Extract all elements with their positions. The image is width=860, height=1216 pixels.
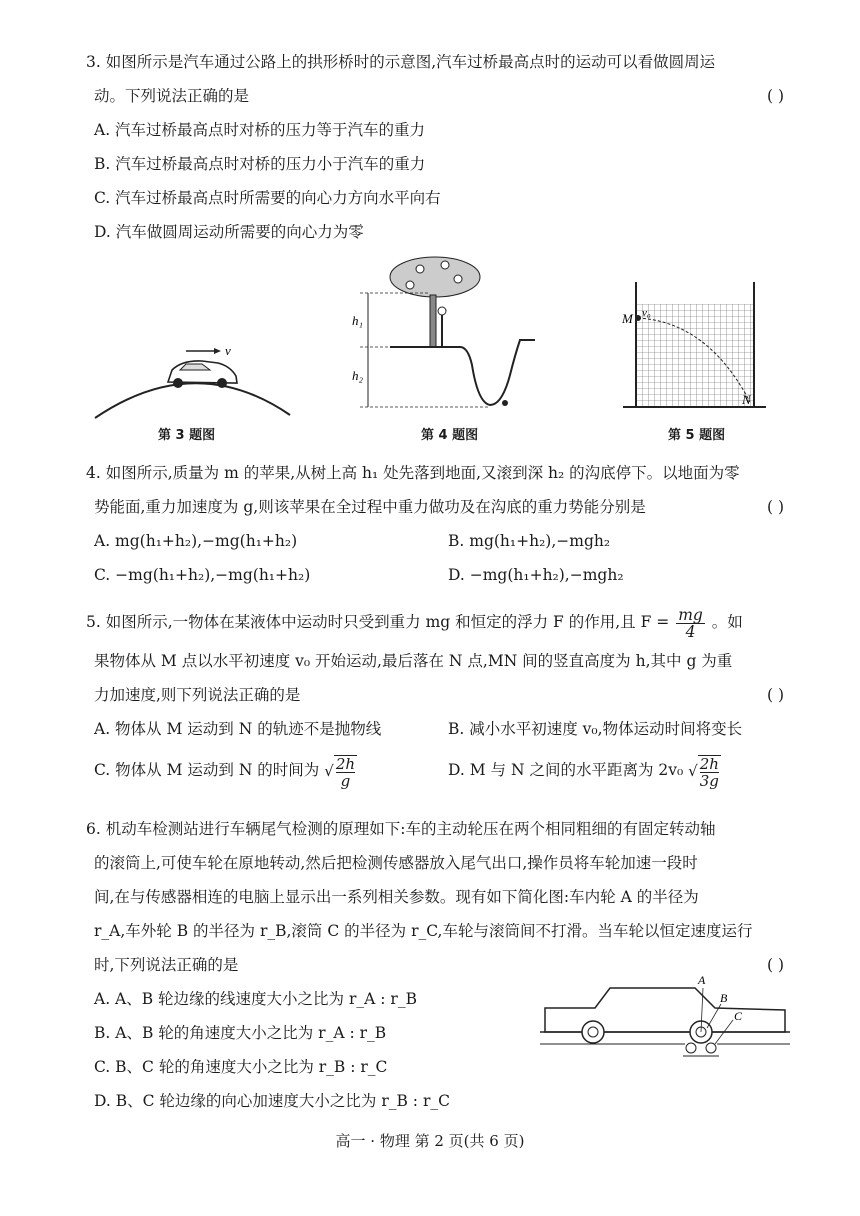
q5-stem-line-1 xyxy=(86,600,798,644)
q5-fraction-denominator: 4 xyxy=(685,622,696,641)
q6-option-a: A. A、B 轮边缘的线速度大小之比为 r_A : r_B xyxy=(94,990,417,1008)
q3-option-a: A. 汽车过桥最高点时对桥的压力等于汽车的重力 xyxy=(94,121,426,139)
q6-option-c: C. B、C 轮的角速度大小之比为 r_B : r_C xyxy=(94,1058,388,1076)
figure-5-liquid-tank xyxy=(618,262,768,422)
fig4-h1-label: h₁ xyxy=(352,313,364,328)
q5-fraction-numerator: mg xyxy=(678,605,703,624)
q5-option-b: B. 减小水平初速度 v₀,物体运动时间将变长 xyxy=(448,720,743,738)
q3-answer-bracket: ( ) xyxy=(766,87,784,105)
q6-stem-text: 时,下列说法正确的是 xyxy=(94,956,239,974)
q4-options-row-1 xyxy=(86,524,798,558)
fig6-C-label: C xyxy=(734,1009,743,1023)
q4-stem-text: 势能面,重力加速度为 g,则该苹果在全过程中重力做功及在沟底的重力势能分别是 xyxy=(94,498,646,516)
question-4 xyxy=(86,456,798,592)
q5-option-d-sqrt: √ $\frac{2h}{3g}$ xyxy=(688,755,719,790)
q5-option-c xyxy=(94,746,357,795)
fig6-B-label: B xyxy=(720,991,728,1005)
q3-option-d: D. 汽车做圆周运动所需要的向心力为零 xyxy=(94,223,364,241)
q6-answer-bracket: ( ) xyxy=(766,956,784,974)
fig5-v0-label: v₀ xyxy=(642,307,651,319)
q5-stem-line-2: 果物体从 M 点以水平初速度 v₀ 开始运动,最后落在 N 点,MN 间的竖直高度为 h,其中 g 为重 xyxy=(94,652,733,670)
q5-stem-text-b: 。如 xyxy=(711,613,743,631)
question-5 xyxy=(86,600,798,794)
fig5-N-label: N xyxy=(742,392,751,407)
q5-answer-bracket: ( ) xyxy=(766,686,784,704)
q3-stem-line-2 xyxy=(86,79,798,113)
question-3 xyxy=(86,45,798,249)
q6-stem-line-3: 间,在与传感器相连的电脑上显示出一系列相关参数。现有如下简化图:车内轮 A 的半径为 xyxy=(94,888,699,906)
fig4-h2-label: h₂ xyxy=(352,368,364,383)
q4-option-c: C. −mg(h₁+h₂),−mg(h₁+h₂) xyxy=(94,566,311,584)
q5-options-row-1 xyxy=(86,712,798,746)
q4-answer-bracket: ( ) xyxy=(766,498,784,516)
page-footer: 高一 · 物理 第 2 页(共 6 页) xyxy=(335,1132,525,1150)
q5-c-denominator: g xyxy=(340,772,351,790)
q5-stem-line-3 xyxy=(86,678,798,712)
q4-option-d: D. −mg(h₁+h₂),−mgh₂ xyxy=(448,566,624,584)
figure-6-car-rollers xyxy=(535,960,800,1060)
fig5-M-label: M xyxy=(622,311,633,326)
q5-stem-text-c: 力加速度,则下列说法正确的是 xyxy=(94,686,301,704)
q5-option-c-text: C. 物体从 M 运动到 N 的时间为 xyxy=(94,761,320,779)
figure-4-caption: 第 4 题图 xyxy=(421,428,479,443)
figure-4-apple-tree xyxy=(350,255,550,415)
q5-option-c-sqrt: √ $\frac{2h}{g}$ xyxy=(324,755,356,790)
q5-stem-text-a: 5. 如图所示,一物体在某液体中运动时只受到重力 mg 和恒定的浮力 F 的作用,且 F = xyxy=(86,613,670,631)
q3-option-c: C. 汽车过桥最高点时所需要的向心力方向水平向右 xyxy=(94,189,441,207)
fig3-velocity-label: v xyxy=(225,343,231,358)
q5-option-a: A. 物体从 M 运动到 N 的轨迹不是抛物线 xyxy=(94,720,382,738)
q5-d-denominator: 3g xyxy=(699,772,719,790)
figure-3-caption: 第 3 题图 xyxy=(158,428,216,443)
figure-5-caption: 第 5 题图 xyxy=(668,428,726,443)
q5-option-d-text: D. M 与 N 之间的水平距离为 2v₀ xyxy=(448,761,684,779)
q6-stem-line-4: r_A,车外轮 B 的半径为 r_B,滚筒 C 的半径为 r_C,车轮与滚筒间不打滑。当车轮以恒定速度运行 xyxy=(94,922,753,940)
q4-option-a: A. mg(h₁+h₂),−mg(h₁+h₂) xyxy=(94,532,298,550)
q3-stem-text: 动。下列说法正确的是 xyxy=(94,87,250,105)
q6-option-d: D. B、C 轮边缘的向心加速度大小之比为 r_B : r_C xyxy=(94,1092,450,1110)
q4-option-b: B. mg(h₁+h₂),−mgh₂ xyxy=(448,532,611,550)
q5-options-row-2 xyxy=(86,746,798,794)
figure-3-car-bridge xyxy=(90,330,300,425)
q5-c-numerator: 2h xyxy=(335,755,356,773)
q4-options-row-2 xyxy=(86,558,798,592)
q6-stem-line-1: 6. 机动车检测站进行车辆尾气检测的原理如下:车的主动轮压在两个相同粗细的有固定转动轴 xyxy=(86,820,716,838)
fig6-A-label: A xyxy=(698,973,706,987)
q5-option-d xyxy=(448,746,721,795)
q3-stem-line-1: 3. 如图所示是汽车通过公路上的拱形桥时的示意图,汽车过桥最高点时的运动可以看做圆周运 xyxy=(86,53,716,71)
q3-option-b: B. 汽车过桥最高点时对桥的压力小于汽车的重力 xyxy=(94,155,426,173)
q6-stem-line-2: 的滚筒上,可使车轮在原地转动,然后把检测传感器放入尾气出口,操作员将车轮加速一段时 xyxy=(94,854,698,872)
q5-buoyancy-fraction xyxy=(676,607,705,640)
q6-option-b: B. A、B 轮的角速度大小之比为 r_A : r_B xyxy=(94,1024,387,1042)
q4-stem-line-1: 4. 如图所示,质量为 m 的苹果,从树上高 h₁ 处先落到地面,又滚到深 h₂ 的沟底停下。以地面为零 xyxy=(86,464,740,482)
q4-stem-line-2 xyxy=(86,490,798,524)
q5-d-numerator: 2h xyxy=(699,755,719,773)
